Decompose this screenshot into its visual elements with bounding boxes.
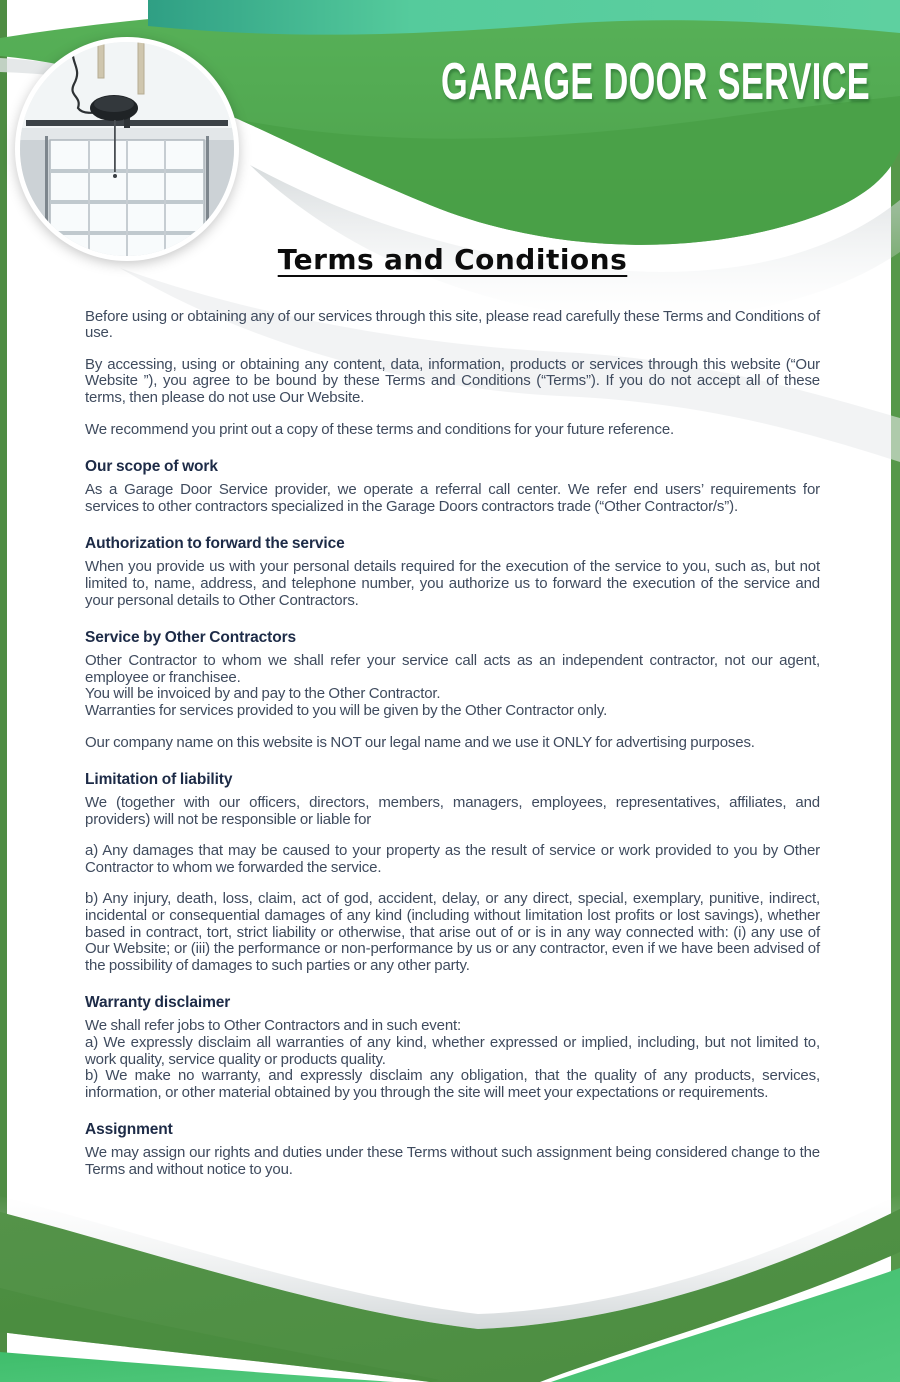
intro-paragraph: We recommend you print out a copy of these terms and conditions for your future reference. [85, 420, 675, 438]
terms-content [85, 240, 820, 1194]
intro-paragraph: Before using or obtaining any of our services through this site, please read carefully these Terms and Conditions of use. [85, 307, 820, 342]
section-heading-our-scope-of-work: Our scope of work [85, 458, 218, 476]
section-heading-warranty-disclaimer: Warranty disclaimer [85, 994, 231, 1012]
section-heading-service-by-other-contractors: Service by Other Contractors [85, 629, 297, 647]
terms-paragraph: We may assign our rights and duties under these Terms without such assignment being considered change to the Terms and without notice to you. [85, 1144, 820, 1178]
intro-paragraph: By accessing, using or obtaining any content, data, information, products or services through this website (“Our Website ”), you agree to be bound by these Terms and Conditions (“Terms”). If you do not accept all of these terms, then please do not use Our Website. [85, 355, 820, 406]
terms-paragraph: Our company name on this website is NOT our legal name and we use it ONLY for advertising purposes. [85, 733, 755, 751]
terms-paragraph: b) Any injury, death, loss, claim, act of god, accident, delay, or any direct, special, exemplary, punitive, indirect, incidental or consequential damages of any kind (including without limitation lost profits or lost savings), whether based in contract, tort, strict liability or otherwise, that arise out of or is in any way connected with: (i) any use of Our Website; or (iii) the performance or non-performance by us or any contractor, even if we have been advised of the possibility of damages to such parties or any other party. [85, 890, 820, 974]
brand-title: GARAGE DOOR SERVICE [441, 53, 870, 111]
terms-paragraph: We (together with our officers, directors, members, managers, employees, representatives, affiliates, and providers) will not be responsible or liable for [85, 794, 820, 828]
section-heading-authorization: Authorization to forward the service [85, 535, 345, 553]
terms-paragraph: When you provide us with your personal details required for the execution of the service to you, such as, but not limited to, name, address, and telephone number, you authorize us to forward the execution of the service and your personal details to Other Contractors. [85, 558, 820, 609]
section-heading-limitation-of-liability: Limitation of liability [85, 771, 233, 789]
footer-wave-graphic [0, 1192, 900, 1382]
page-title: Terms and Conditions [277, 243, 628, 276]
terms-paragraph: Other Contractor to whom we shall refer your service call acts as an independent contractor, not our agent, employee or franchisee. You will be invoiced by and pay to the Other Contractor. Warranties for services provided to you will be given by the Other Contractor only. [85, 652, 820, 719]
terms-paragraph: As a Garage Door Service provider, we operate a referral call center. We refer end users’ requirements for services to other contractors specialized in the Garage Doors contractors trade (“Other Contractor/s”). [85, 481, 820, 515]
terms-paragraph: We shall refer jobs to Other Contractors and in such event: a) We expressly disclaim all warranties of any kind, whether expressed or implied, including, but not limited to, work quality, service quality or products quality. b) We make no warranty, and expressly disclaim any obligation, that the quality of any products, services, information, or other material obtained by you through the site will meet your expectations or requirements. [85, 1017, 820, 1101]
section-heading-assignment: Assignment [85, 1121, 173, 1139]
garage-door-photo [14, 36, 240, 262]
terms-paragraph: a) Any damages that may be caused to your property as the result of service or work provided to you by Other Contractor to whom we forwarded the service. [85, 842, 820, 876]
